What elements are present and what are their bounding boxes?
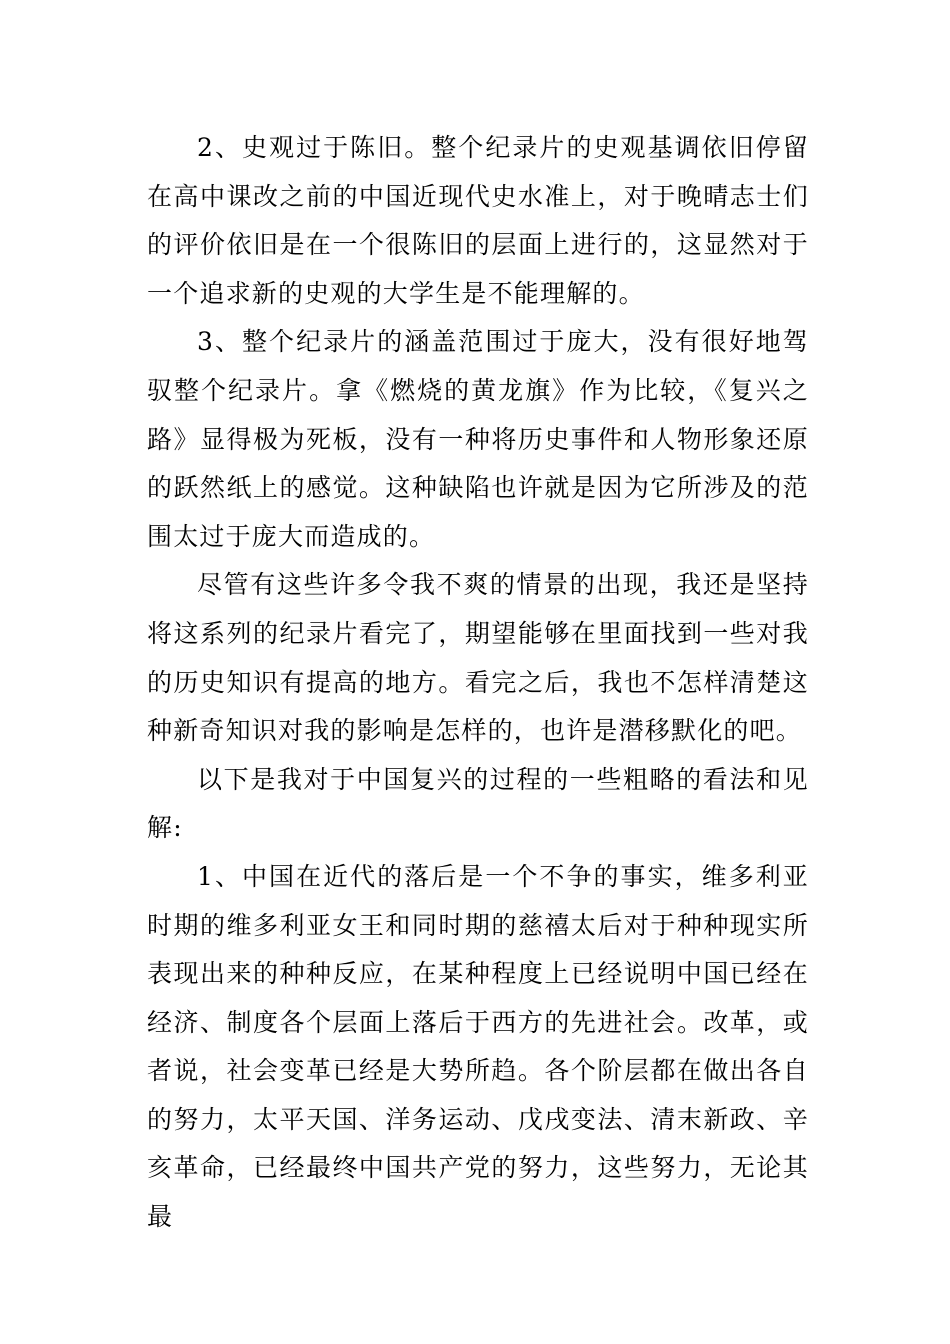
- paragraph-despite: 尽管有这些许多令我不爽的情景的出现，我还是坚持将这系列的纪录片看完了，期望能够在里面找到一些对我的历史知识有提高的地方。看完之后，我也不怎样清楚这种新奇知识对我的影响是怎样的，也许是潜移默化的吧。: [147, 570, 809, 746]
- paragraph-view-1: 1、中国在近代的落后是一个不争的事实，维多利亚时期的维多利亚女王和同时期的慈禧太后对于种种现实所表现出来的种种反应，在某种程度上已经说明中国已经在经济、制度各个层面上落后于西方的先进社会。改革，或者说，社会变革已经是大势所趋。各个阶层都在做出各自的努力，太平天国、洋务运动、戊戌变法、清末新政、辛亥革命，已经最终中国共产党的努力，这些努力，无论其最: [147, 861, 809, 1232]
- paragraph-point-2: 2、史观过于陈旧。整个纪录片的史观基调依旧停留在高中课改之前的中国近现代史水准上，对于晚晴志士们的评价依旧是在一个很陈旧的层面上进行的，这显然对于一个追求新的史观的大学生是不能理解的。: [147, 133, 809, 308]
- paragraph-point-3: 3、整个纪录片的涵盖范围过于庞大，没有很好地驾驭整个纪录片。拿《燃烧的黄龙旗》作为比较，《复兴之路》显得极为死板，没有一种将历史事件和人物形象还原的跃然纸上的感觉。这种缺陷也许就是因为它所涉及的范围太过于庞大而造成的。: [147, 327, 809, 551]
- document-body: [147, 124, 809, 1242]
- paragraph-views-intro: 以下是我对于中国复兴的过程的一些粗略的看法和见解:: [147, 764, 809, 843]
